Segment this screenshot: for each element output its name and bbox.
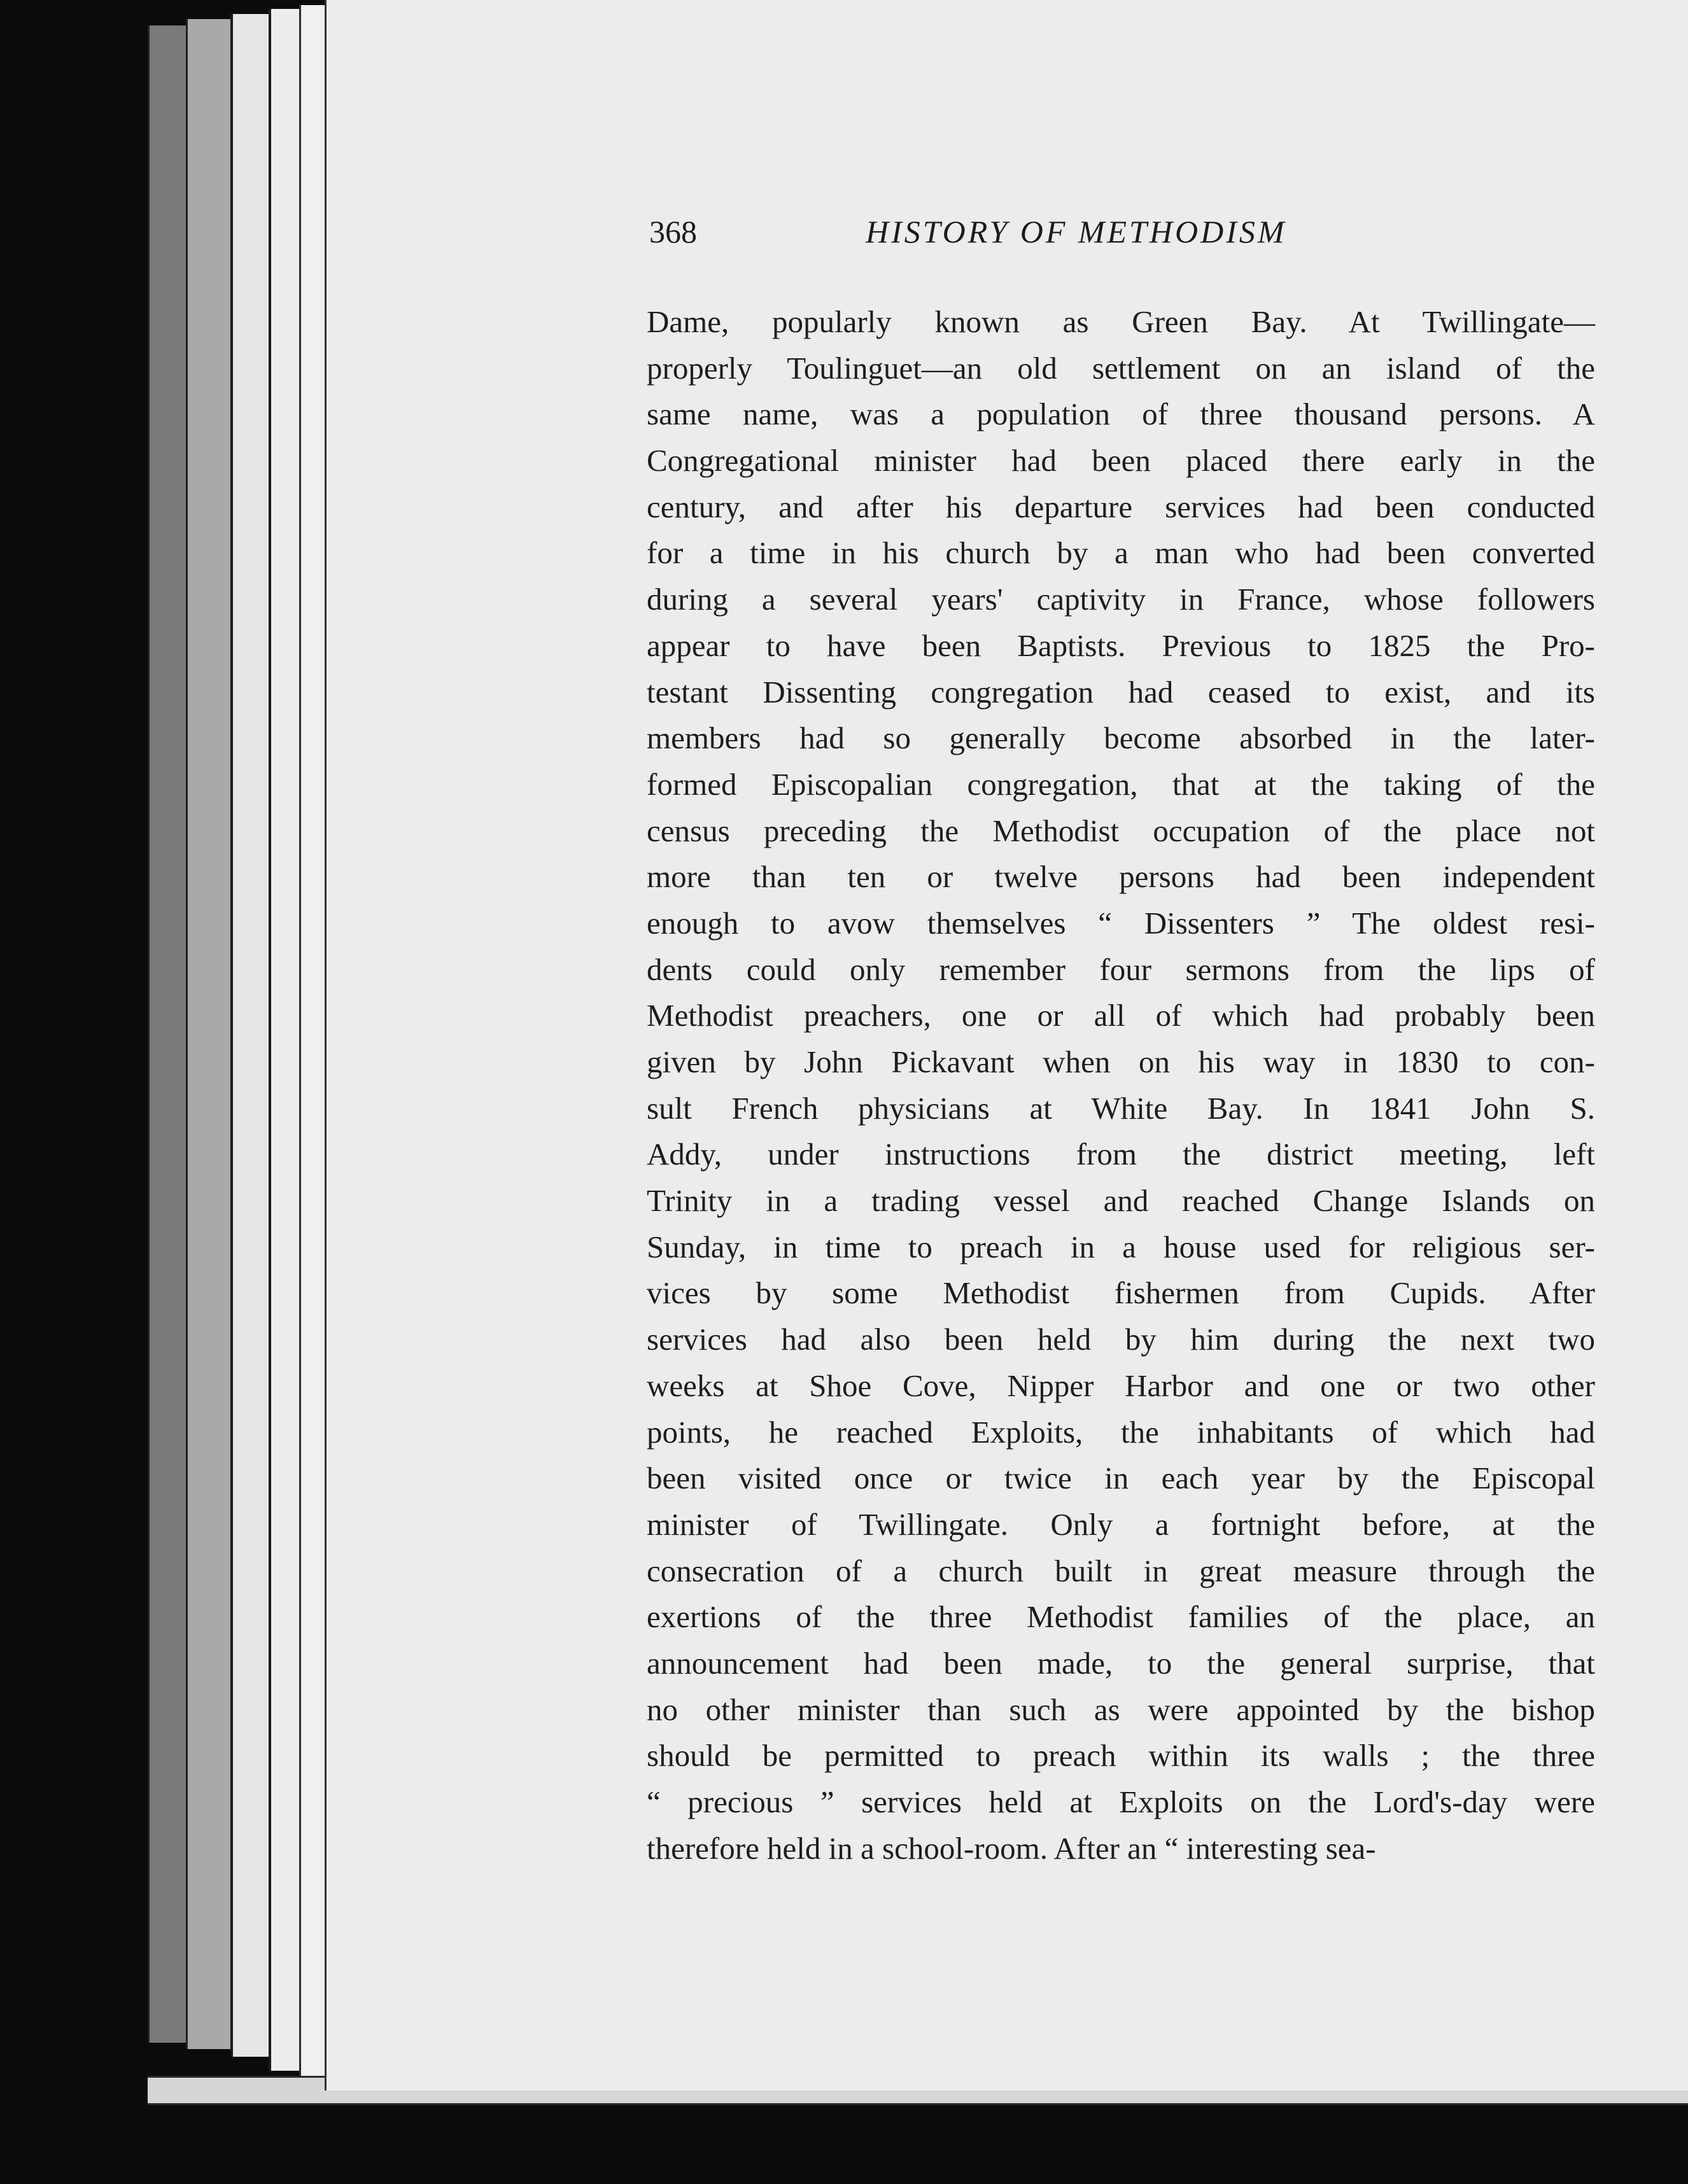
text-line: properly Toulinguet—an old settlement on an island of the [647,350,1595,386]
text-line: announcement had been made, to the general surprise, that [647,1645,1595,1681]
text-line: no other minister than such as were appointed by the bishop [647,1691,1595,1727]
text-line: “ precious ” services held at Exploits on the Lord's-day were [647,1784,1595,1819]
text-line: points, he reached Exploits, the inhabitants of which had [647,1414,1595,1450]
text-line: Congregational minister had been placed there early in the [647,443,1595,479]
text-line: Trinity in a trading vessel and reached Change Islands on [647,1183,1595,1219]
text-line: for a time in his church by a man who had been converted [647,535,1595,571]
text-line: minister of Twillingate. Only a fortnight before, at the [647,1506,1595,1542]
text-line: Sunday, in time to preach in a house used for religious ser- [647,1229,1595,1264]
text-line: dents could only remember four sermons from the lips of [647,951,1595,987]
text-line: during a several years' captivity in France, whose followers [647,582,1595,617]
text-line: given by John Pickavant when on his way in 1830 to con- [647,1044,1595,1079]
text-line: enough to avow themselves “ Dissenters ” The oldest resi- [647,905,1595,941]
page-number: 368 [649,214,697,249]
page-header [649,213,1381,264]
text-line: Addy, under instructions from the district meeting, left [647,1137,1595,1172]
text-line: Dame, popularly known as Green Bay. At Twillingate— [647,304,1595,339]
page-edge [148,25,188,2043]
text-line: services had also been held by him during the next two [647,1322,1595,1357]
text-line: more than ten or twelve persons had been independent [647,859,1595,895]
text-line: appear to have been Baptists. Previous to 1825 the Pro- [647,627,1595,663]
page-edge [269,9,302,2071]
running-title: HISTORY OF METHODISM [866,214,1287,249]
text-line: consecration of a church built in great measure through the [647,1553,1595,1588]
page-edge [230,14,271,2057]
page-edge [299,5,327,2080]
text-line: been visited once or twice in each year by the Episcopal [647,1460,1595,1496]
text-line: century, and after his departure services had been conducted [647,489,1595,524]
text-line: same name, was a population of three thousand persons. A [647,396,1595,432]
text-line: Methodist preachers, one or all of which had probably been [647,998,1595,1033]
text-line: weeks at Shoe Cove, Nipper Harbor and one or two other [647,1368,1595,1403]
text-line: members had so generally become absorbed in the later- [647,720,1595,756]
text-line: formed Episcopalian congregation, that at the taking of the [647,766,1595,802]
text-line: census preceding the Methodist occupation of the place not [647,813,1595,848]
text-line: should be permitted to preach within its walls ; the three [647,1738,1595,1774]
text-line: vices by some Methodist fishermen from Cupids. After [647,1275,1595,1311]
text-line: exertions of the three Methodist families of the place, an [647,1599,1595,1635]
text-line: testant Dissenting congregation had ceased to exist, and its [647,674,1595,710]
text-line: therefore held in a school-room. After an “ interesting sea- [647,1830,1376,1866]
text-line: sult French physicians at White Bay. In 1841 John S. [647,1090,1595,1126]
page-edge [186,19,232,2049]
body-text [647,299,1595,1872]
